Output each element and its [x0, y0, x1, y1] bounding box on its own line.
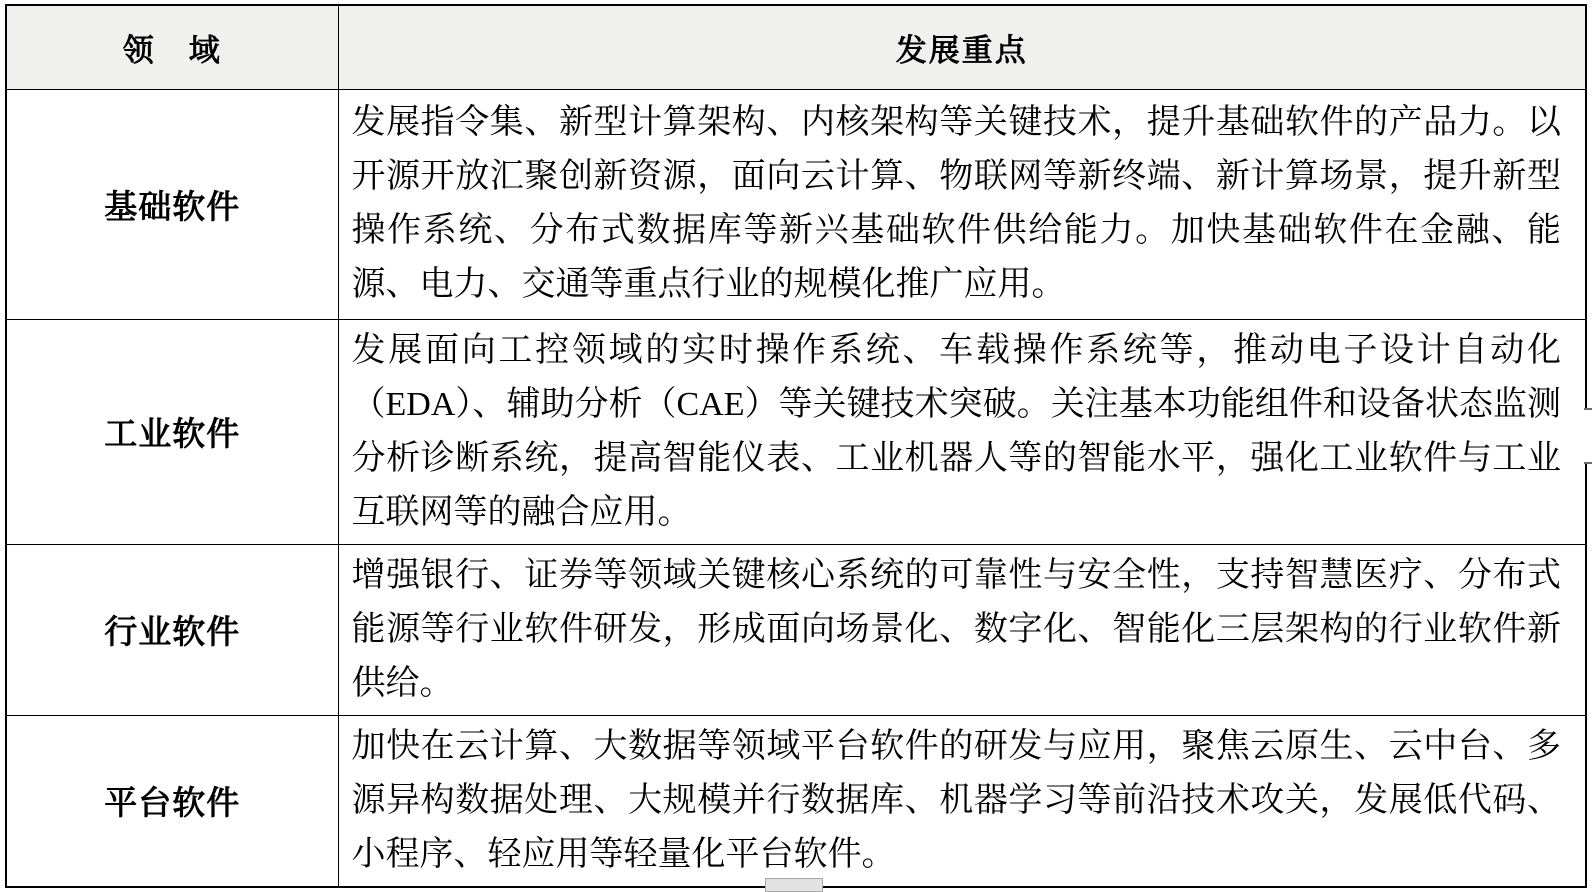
table-row [6, 319, 1586, 544]
header-cell-focus: 发展重点 [338, 5, 1586, 89]
detail-cell-industrial-software: 发展面向工控领域的实时操作系统、车载操作系统等，推动电子设计自动化（EDA）、辅助分析（CAE）等关键技术突破。关注基本功能组件和设备状态监测分析诊断系统，提高智能仪表、工业机器人等的智能水平，强化工业软件与工业互联网等的融合应用。 [338, 319, 1586, 544]
field-cell-platform-software: 平台软件 [6, 715, 338, 887]
field-cell-basic-software: 基础软件 [6, 89, 338, 319]
field-cell-industry-software: 行业软件 [6, 544, 338, 715]
field-cell-industrial-software: 工业软件 [6, 319, 338, 544]
detail-cell-industry-software: 增强银行、证券等领域关键核心系统的可靠性与安全性，支持智慧医疗、分布式能源等行业软件研发，形成面向场景化、数字化、智能化三层架构的行业软件新供给。 [338, 544, 1586, 715]
table-row [6, 89, 1586, 319]
table-header-row [6, 5, 1586, 89]
table-row [6, 544, 1586, 715]
detail-cell-basic-software: 发展指令集、新型计算架构、内核架构等关键技术，提升基础软件的产品力。以开源开放汇聚创新资源，面向云计算、物联网等新终端、新计算场景，提升新型操作系统、分布式数据库等新兴基础软件供给能力。加快基础软件在金融、能源、电力、交通等重点行业的规模化推广应用。 [338, 89, 1586, 319]
table-row [6, 715, 1586, 887]
header-cell-field: 领 域 [6, 5, 338, 89]
detail-cell-platform-software: 加快在云计算、大数据等领域平台软件的研发与应用，聚焦云原生、云中台、多源异构数据处理、大规模并行数据库、机器学习等前沿技术攻关，发展低代码、小程序、轻应用等轻量化平台软件。 [338, 715, 1586, 887]
software-development-table [5, 4, 1587, 888]
page-bottom-artifact [765, 878, 823, 892]
right-margin-marker [1584, 408, 1592, 464]
